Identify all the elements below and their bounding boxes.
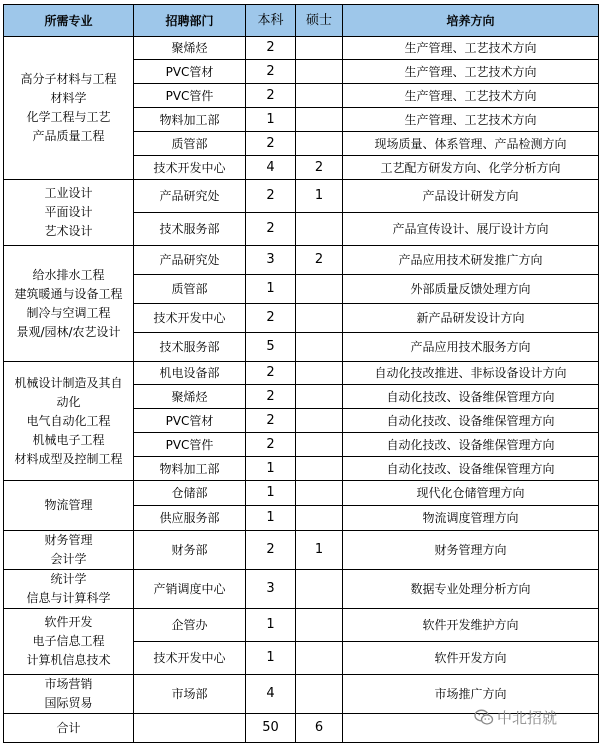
major-name: 产品质量工程 [32,129,105,143]
total-dept-cell [134,714,246,743]
header-major: 所需专业 [4,5,134,37]
master-count [296,275,343,304]
bachelor-count: 2 [246,304,296,333]
major-name: 动化 [56,394,81,409]
major-name: 市场营销 [44,677,93,691]
master-count [296,481,343,506]
master-count [296,132,343,156]
major-name: 国际贸易 [44,696,93,710]
direction-cell: 生产管理、工艺技术方向 [343,60,599,84]
master-count [296,37,343,60]
major-name: 材料学 [50,91,87,105]
table-row [4,246,599,275]
dept-cell: 技术开发中心 [134,304,246,333]
major-cell [4,362,134,481]
total-row [4,714,599,743]
bachelor-count: 2 [246,531,296,570]
header-bachelor: 本科 [246,5,296,37]
master-count: 1 [296,180,343,213]
total-bachelor: 50 [246,714,296,743]
major-name: 化学工程与工艺 [26,110,111,124]
major-cell [4,531,134,570]
direction-cell: 新产品研发设计方向 [343,304,599,333]
table-row [4,675,599,714]
master-count [296,433,343,457]
major-cell [4,37,134,180]
dept-cell: 物料加工部 [134,108,246,132]
header-row [4,5,599,37]
master-count: 1 [296,531,343,570]
bachelor-count: 3 [246,246,296,275]
direction-cell: 工艺配方研发方向、化学分析方向 [343,156,599,180]
master-count [296,385,343,409]
dept-cell: 聚烯烃 [134,385,246,409]
dept-cell: 供应服务部 [134,506,246,531]
bachelor-count: 1 [246,481,296,506]
direction-cell: 数据专业处理分析方向 [343,570,599,609]
direction-cell: 现代化仓储管理方向 [343,481,599,506]
direction-cell: 生产管理、工艺技术方向 [343,37,599,60]
major-name: 平面设计 [44,205,93,219]
master-count [296,675,343,714]
direction-cell: 市场推广方向 [343,675,599,714]
header-direction: 培养方向 [343,5,599,37]
direction-cell: 生产管理、工艺技术方向 [343,84,599,108]
master-count: 2 [296,246,343,275]
bachelor-count: 2 [246,37,296,60]
dept-cell: 产销调度中心 [134,570,246,609]
master-count [296,506,343,531]
dept-cell: 产品研究处 [134,180,246,213]
dept-cell: 财务部 [134,531,246,570]
dept-cell: PVC管件 [134,433,246,457]
direction-cell: 软件开发方向 [343,642,599,675]
table-row [4,481,599,506]
major-cell [4,481,134,531]
table-row [4,570,599,609]
recruitment-table [3,4,599,743]
master-count [296,609,343,642]
dept-cell: 市场部 [134,675,246,714]
dept-cell: 质管部 [134,275,246,304]
major-cell [4,570,134,609]
bachelor-count: 1 [246,609,296,642]
major-cell [4,675,134,714]
dept-cell: 技术服务部 [134,213,246,246]
direction-cell: 产品应用技术研发推广方向 [343,246,599,275]
major-name: 统计学 [50,572,87,586]
table-body [4,37,599,714]
dept-cell: 仓储部 [134,481,246,506]
dept-cell: 产品研究处 [134,246,246,275]
bachelor-count: 4 [246,675,296,714]
major-name: 机械电子工程 [32,432,105,447]
master-count [296,60,343,84]
bachelor-count: 2 [246,385,296,409]
direction-cell: 软件开发维护方向 [343,609,599,642]
total-master: 6 [296,714,343,743]
master-count [296,642,343,675]
dept-cell: PVC管材 [134,409,246,433]
master-count: 2 [296,156,343,180]
dept-cell: 聚烯烃 [134,37,246,60]
bachelor-count: 1 [246,108,296,132]
table-row [4,362,599,385]
master-count [296,213,343,246]
major-name: 制冷与空调工程 [26,305,111,320]
bachelor-count: 1 [246,642,296,675]
bachelor-count: 2 [246,60,296,84]
watermark-text: 中北招就 [497,709,558,727]
bachelor-count: 3 [246,570,296,609]
master-count [296,84,343,108]
major-cell [4,246,134,362]
major-name: 软件开发 [44,615,93,629]
dept-cell: PVC管件 [134,84,246,108]
dept-cell: PVC管材 [134,60,246,84]
master-count [296,362,343,385]
major-name: 电气自动化工程 [26,413,111,428]
bachelor-count: 2 [246,433,296,457]
direction-cell: 产品设计研发方向 [343,180,599,213]
dept-cell: 企管办 [134,609,246,642]
bachelor-count: 1 [246,275,296,304]
dept-cell: 技术开发中心 [134,642,246,675]
bachelor-count: 5 [246,333,296,362]
direction-cell: 自动化技改、设备维保管理方向 [343,409,599,433]
major-name: 给水排水工程 [32,267,105,282]
bachelor-count: 4 [246,156,296,180]
major-cell [4,609,134,675]
bachelor-count: 1 [246,506,296,531]
master-count [296,457,343,481]
dept-cell: 质管部 [134,132,246,156]
direction-cell: 产品应用技术服务方向 [343,333,599,362]
major-name: 物流管理 [44,498,93,512]
bachelor-count: 1 [246,457,296,481]
table-row [4,531,599,570]
direction-cell: 外部质量反馈处理方向 [343,275,599,304]
direction-cell: 生产管理、工艺技术方向 [343,108,599,132]
major-name: 建筑暖通与设备工程 [14,286,123,301]
direction-cell: 自动化技改推进、非标设备设计方向 [343,362,599,385]
direction-cell: 现场质量、体系管理、产品检测方向 [343,132,599,156]
table-row [4,609,599,642]
direction-cell: 自动化技改、设备维保管理方向 [343,433,599,457]
major-name: 艺术设计 [44,224,93,238]
major-name: 高分子材料与工程 [20,72,117,86]
bachelor-count: 2 [246,132,296,156]
master-count [296,570,343,609]
major-name: 计算机信息技术 [26,653,111,667]
major-name: 材料成型及控制工程 [14,451,123,466]
major-name: 信息与计算科学 [26,591,111,605]
dept-cell: 技术开发中心 [134,156,246,180]
table-row [4,37,599,60]
dept-cell: 机电设备部 [134,362,246,385]
major-name: 会计学 [50,552,87,566]
dept-cell: 物料加工部 [134,457,246,481]
bachelor-count: 2 [246,180,296,213]
direction-cell: 产品宣传设计、展厅设计方向 [343,213,599,246]
table-row [4,180,599,213]
header-master: 硕士 [296,5,343,37]
direction-cell: 财务管理方向 [343,531,599,570]
direction-cell: 自动化技改、设备维保管理方向 [343,385,599,409]
master-count [296,409,343,433]
total-label: 合计 [4,714,134,743]
bachelor-count: 2 [246,213,296,246]
master-count [296,333,343,362]
master-count [296,304,343,333]
direction-cell: 自动化技改、设备维保管理方向 [343,457,599,481]
bachelor-count: 2 [246,362,296,385]
major-name: 电子信息工程 [32,634,105,648]
major-cell [4,180,134,246]
bachelor-count: 2 [246,84,296,108]
major-name: 机械设计制造及其自 [14,375,123,390]
major-name: 工业设计 [44,186,93,200]
major-name: 财务管理 [44,533,93,547]
direction-cell: 物流调度管理方向 [343,506,599,531]
total-direction [343,714,599,743]
dept-cell: 技术服务部 [134,333,246,362]
bachelor-count: 2 [246,409,296,433]
master-count [296,108,343,132]
major-name: 景观/园林/农艺设计 [16,324,121,339]
header-dept: 招聘部门 [134,5,246,37]
